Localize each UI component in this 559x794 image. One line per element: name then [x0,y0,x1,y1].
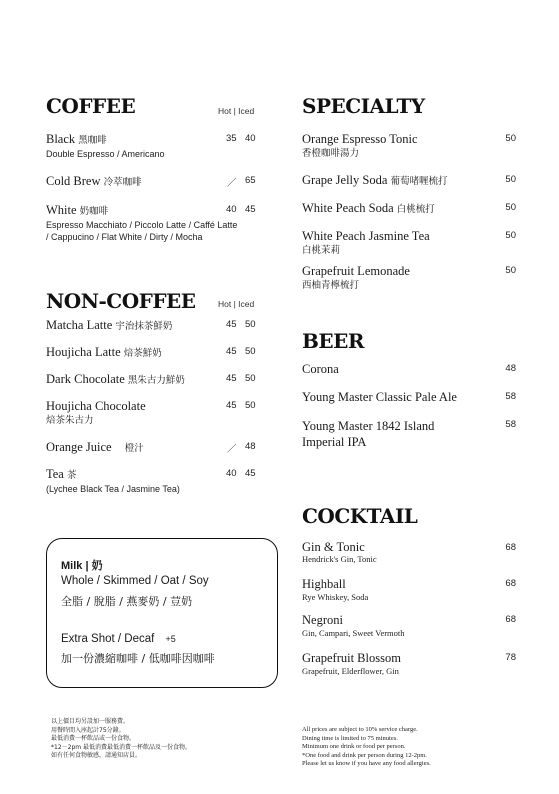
menu-item [46,132,261,160]
item-zh: 橙汁 [124,443,144,454]
extra-options-en: Extra Shot / Decaf [61,633,155,645]
item-zh: 香橙咖啡湯力 [302,148,360,159]
menu-item [46,174,261,190]
item-sub: Espresso Macchiato / Piccolo Latte / Caffé Latte / Cappucino / Flat White / Dirty / Mocha [46,220,238,242]
menu-item [302,264,516,292]
specialty-heading: SPECIALTY [302,94,425,118]
menu-item [302,577,516,603]
item-zh: 西柚青檸梳打 [302,280,360,291]
hot-price: 35 [226,133,237,144]
iced-price: 65 [245,175,256,186]
item-name: Orange Espresso Tonic [302,132,418,146]
item-price: 68 [505,578,516,589]
hot-price: 45 [226,373,237,384]
item-zh: 白桃茉莉 [302,245,341,256]
menu-item [302,173,516,189]
notes-en [302,726,522,769]
menu-item [46,345,261,361]
item-sub: Double Espresso / Americano [46,149,165,159]
item-name: Grapefruit Blossom [302,651,401,665]
item-name: Dark Chocolate [46,372,125,386]
hot-price: 45 [226,346,237,357]
item-name: Matcha Latte [46,318,113,332]
item-price: 50 [505,202,516,213]
note-line: Please let us know if you have any food allergies. [302,760,431,767]
item-name: Gin & Tonic [302,540,365,554]
item-price: 50 [505,265,516,276]
hot-price: ／ [227,444,237,455]
item-price: 78 [505,652,516,663]
iced-price: 45 [245,468,256,479]
item-name: Highball [302,577,346,591]
note-line: 如有任何食物敏感，請通知店員。 [51,752,142,759]
note-line: Dining time is limited to 75 minutes. [302,734,398,742]
item-name: Young Master 1842 Island Imperial IPA [302,419,435,449]
item-sub: (Lychee Black Tea / Jasmine Tea) [46,484,180,494]
iced-price: 50 [245,373,256,384]
menu-item [302,541,516,565]
item-price: 50 [505,174,516,185]
item-price: 50 [505,133,516,144]
iced-price: 50 [245,319,256,330]
item-name: Grapefruit Lemonade [302,264,410,278]
hot-price: ／ [227,178,237,189]
menu-item [302,390,516,405]
menu-item [302,613,516,639]
iced-price: 50 [245,346,256,357]
menu-item [302,651,516,677]
item-zh: 奶咖啡 [79,206,109,217]
coffee-hot-iced-label: Hot | Iced [218,106,255,116]
item-zh: 焙茶鮮奶 [123,348,162,359]
item-zh: 茶 [66,470,77,481]
item-zh: 冷萃咖啡 [103,177,142,188]
hot-price: 40 [226,204,237,215]
iced-price: 45 [245,204,256,215]
item-zh: 焙茶朱古力 [46,415,94,426]
note-line: *One food and drink per person during 12-2pm. [302,751,427,759]
item-name: Negroni [302,613,343,627]
item-zh: 葡萄啫喱梳打 [390,176,448,187]
item-name: Black [46,132,76,146]
item-name: Tea [46,467,64,481]
item-name: Corona [302,362,339,376]
item-price: 50 [505,230,516,241]
notes-zh [51,718,251,761]
item-name: Grape Jelly Soda [302,173,388,187]
hot-price: 45 [226,319,237,330]
item-name: Cold Brew [46,174,101,188]
item-name: Houjicha Chocolate [46,399,146,413]
noncoffee-hot-iced-label: Hot | Iced [218,299,255,309]
item-price: 48 [505,363,516,374]
item-name: White Peach Soda [302,201,394,215]
note-line: 最低消費一杯飲品或一份食物。 [51,735,136,742]
item-price: 58 [505,391,516,402]
item-name: Houjicha Latte [46,345,121,359]
menu-item [46,318,261,334]
menu-item [302,362,516,377]
coffee-heading: COFFEE [46,94,136,118]
item-name: Young Master Classic Pale Ale [302,390,457,404]
milk-options-zh: 全脂 / 脫脂 / 燕麥奶 / 荳奶 [61,595,193,608]
note-line: All prices are subject to 10% service charge. [302,726,418,733]
item-price: 68 [505,542,516,553]
item-zh: 黑咖啡 [78,135,107,146]
iced-price: 48 [245,441,256,452]
item-zh: 黑朱古力鮮奶 [127,375,185,386]
menu-item [46,440,261,456]
menu-item [302,418,516,450]
item-sub: Grapefruit, Elderflower, Gin [302,666,399,676]
extra-price: +5 [165,634,176,644]
item-zh: 白桃梳打 [396,204,435,215]
item-zh: 宇治抹茶鮮奶 [115,321,173,332]
beer-heading: BEER [302,329,365,353]
item-sub: Rye Whiskey, Soda [302,592,369,602]
item-name: Orange Juice [46,440,112,454]
item-name: White Peach Jasmine Tea [302,229,430,243]
note-line: Minimum one drink or food per person. [302,743,406,750]
hot-price: 40 [226,468,237,479]
note-line: 以上價目均另設加一服務費。 [51,718,130,725]
milk-options-box [46,538,278,688]
milk-title: Milk | 奶 [61,560,103,572]
note-line: 用餐時間入座起計75分鐘。 [51,726,125,734]
menu-item [46,372,261,388]
hot-price: 45 [226,400,237,411]
iced-price: 40 [245,133,256,144]
note-line: *12－2pm 最低消費最低消費一杯飲品及一份食物。 [51,743,192,751]
menu-item [302,201,516,217]
menu-item [302,229,516,257]
milk-options-en: Whole / Skimmed / Oat / Soy [61,575,209,587]
item-sub: Gin, Campari, Sweet Vermoth [302,628,405,638]
item-price: 68 [505,614,516,625]
item-name: White [46,203,77,217]
extra-options-zh: 加一份濃縮咖啡 / 低咖啡因咖啡 [61,652,215,665]
cocktail-heading: COCKTAIL [302,504,418,528]
menu-item [46,399,261,427]
menu-item [46,203,261,243]
item-price: 58 [505,419,516,430]
menu-item [302,132,516,160]
menu-item [46,467,261,495]
iced-price: 50 [245,400,256,411]
noncoffee-heading: NON-COFFEE [46,289,196,313]
item-sub: Hendrick's Gin, Tonic [302,554,377,564]
